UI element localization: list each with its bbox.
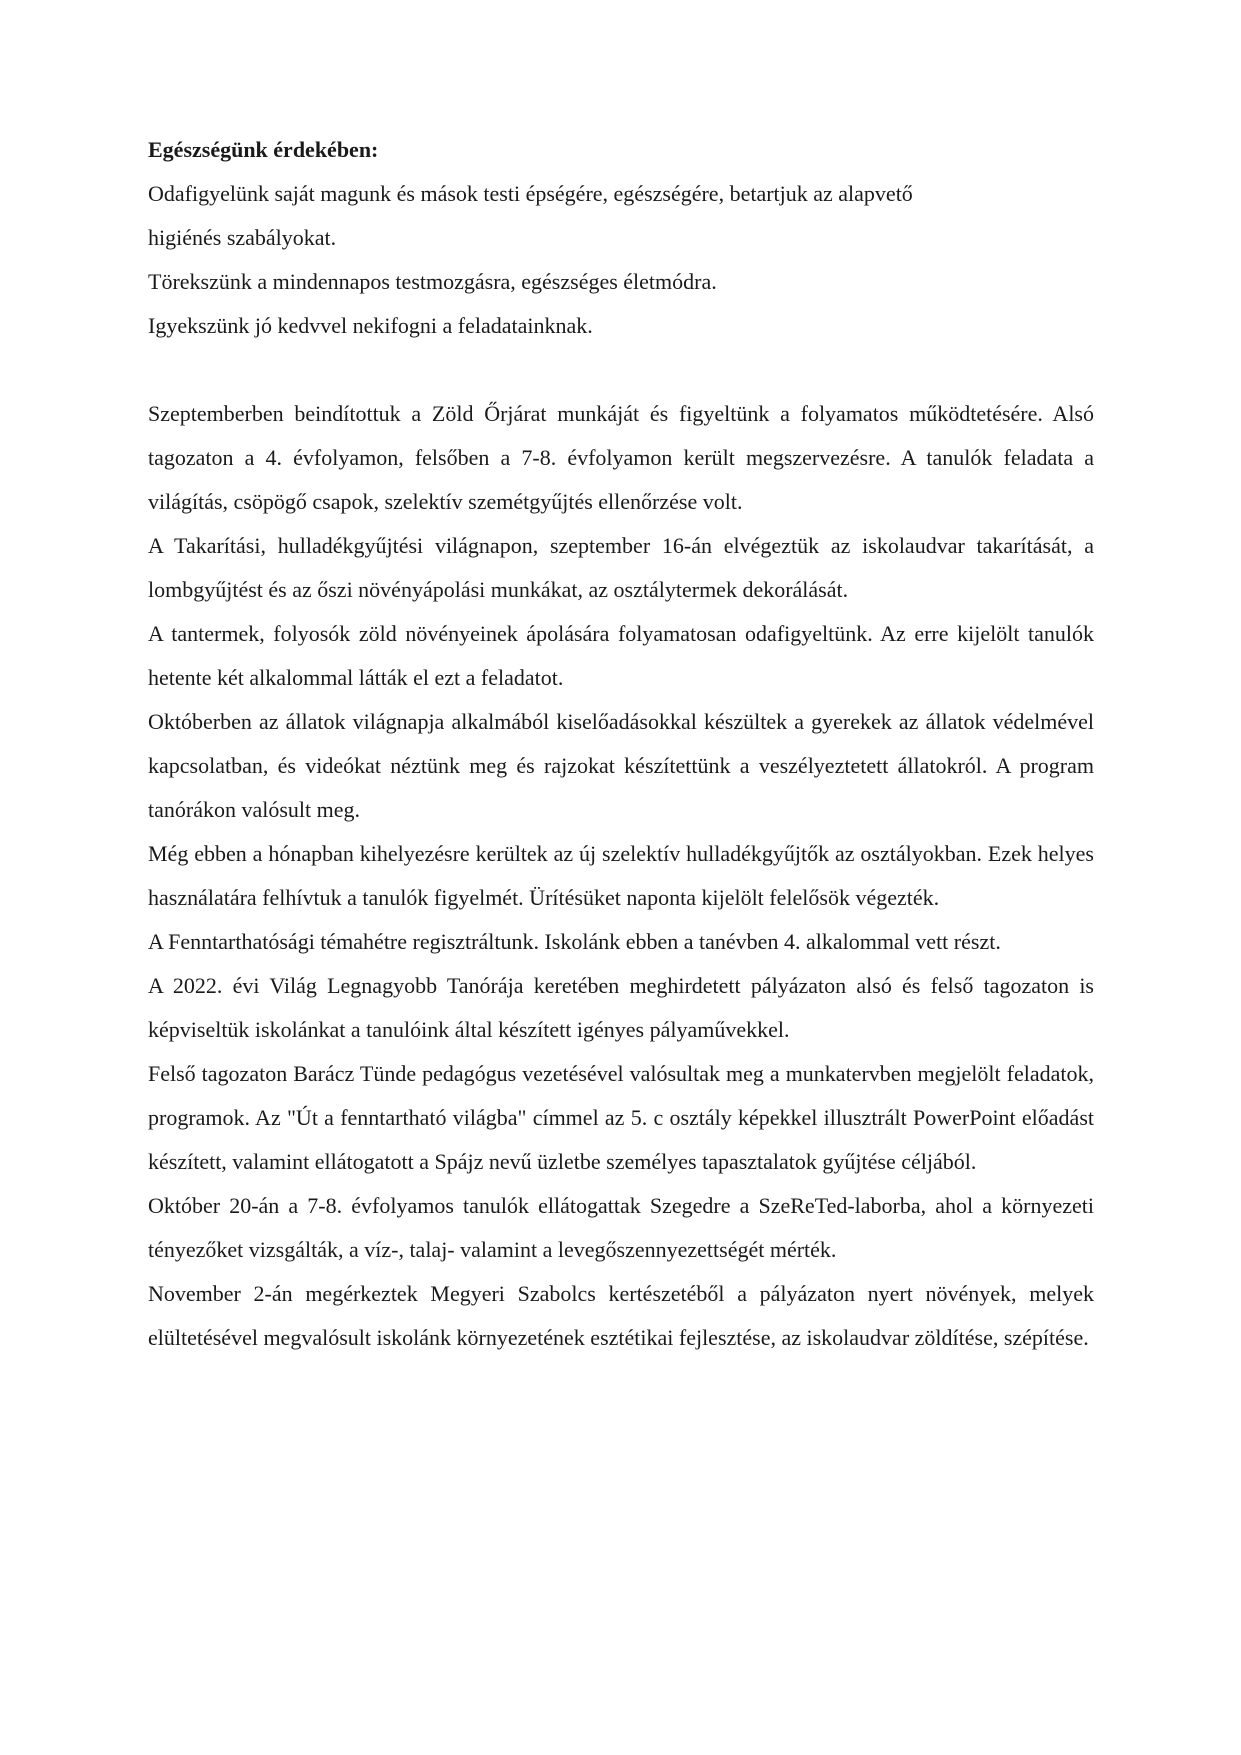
body-text: [148, 392, 1094, 1360]
document-page: [148, 128, 1094, 1360]
paragraph: Októberben az állatok világnapja alkalmából kiselőadásokkal készültek a gyerekek az állatok védelmével kapcsolatban, és videókat néztünk meg és rajzokat készítettünk a veszélyeztetett állatokról. A program tanórákon valósult meg.: [148, 709, 1094, 822]
paragraph: Október 20-án a 7-8. évfolyamos tanulók ellátogattak Szegedre a SzeReTed-laborba, ahol a környezeti tényezőket vizsgálták, a víz-, talaj- valamint a levegőszennyezettségét mérték.: [148, 1193, 1094, 1262]
paragraph: November 2-án megérkeztek Megyeri Szabolcs kertészetéből a pályázaton nyert növények, melyek elültetésével megvalósult iskolánk környezetének esztétikai fejlesztése, az iskolaudvar zöldítése, szépítése.: [148, 1281, 1094, 1350]
paragraph: Még ebben a hónapban kihelyezésre kerültek az új szelektív hulladékgyűjtők az osztályokban. Ezek helyes használatára felhívtuk a tanulók figyelmét. Ürítésüket naponta kijelölt felelősök végezték.: [148, 841, 1094, 910]
intro-line: Törekszünk a mindennapos testmozgásra, egészséges életmódra.: [148, 269, 717, 294]
section-heading: Egészségünk érdekében:: [148, 137, 379, 162]
paragraph: A 2022. évi Világ Legnagyobb Tanórája keretében meghirdetett pályázaton alsó és felső tagozaton is képviseltük iskolánkat a tanulóink által készített igényes pályaművekkel.: [148, 973, 1094, 1042]
spacer: [148, 348, 1094, 392]
paragraph: Felső tagozaton Barácz Tünde pedagógus vezetésével valósultak meg a munkatervben megjelölt feladatok, programok. Az "Út a fenntartható világba" címmel az 5. c osztály képekkel illusztrált PowerPoint előadást készített, valamint ellátogatott a Spájz nevű üzletbe személyes tapasztalatok gyűjtése céljából.: [148, 1061, 1094, 1174]
paragraph: A tantermek, folyosók zöld növényeinek ápolására folyamatosan odafigyeltünk. Az erre kijelölt tanulók hetente két alkalommal látták el ezt a feladatot.: [148, 621, 1094, 690]
paragraph: Szeptemberben beindítottuk a Zöld Őrjárat munkáját és figyeltünk a folyamatos működtetésére. Alsó tagozaton a 4. évfolyamon, felsőben a 7-8. évfolyamon került megszervezésre. A tanulók feladata a világítás, csöpögő csapok, szelektív szemétgyűjtés ellenőrzése volt.: [148, 401, 1094, 514]
intro-line: Odafigyelünk saját magunk és mások testi épségére, egészségére, betartjuk az alapvető higiénés szabályokat.: [148, 181, 913, 250]
intro-line: Igyekszünk jó kedvvel nekifogni a feladatainknak.: [148, 313, 593, 338]
paragraph: A Fenntarthatósági témahétre regisztráltunk. Iskolánk ebben a tanévben 4. alkalommal vett részt.: [148, 929, 1001, 954]
paragraph: A Takarítási, hulladékgyűjtési világnapon, szeptember 16-án elvégeztük az iskolaudvar takarítását, a lombgyűjtést és az őszi növényápolási munkákat, az osztálytermek dekorálását.: [148, 533, 1094, 602]
intro-block: [148, 172, 1094, 348]
